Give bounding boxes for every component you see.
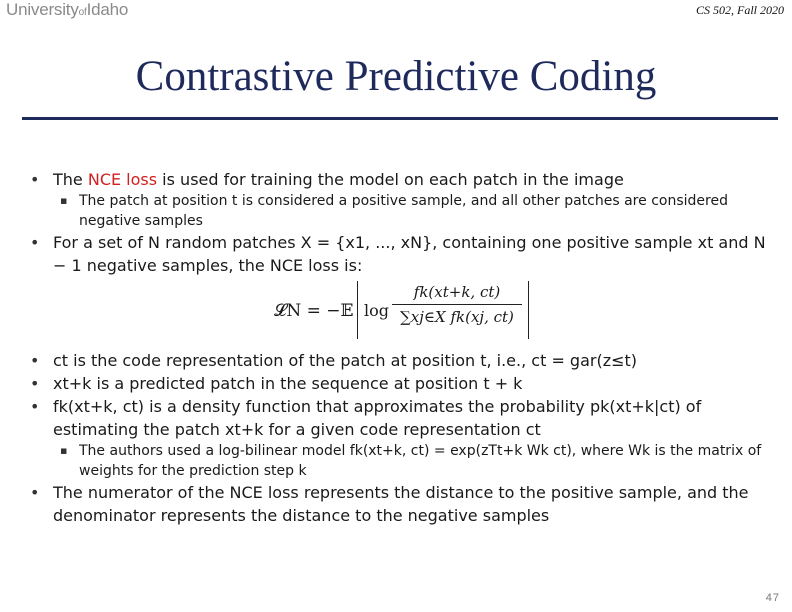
bullet-random-patches: • For a set of N random patches X = {x1, ..., xN}, containing one positive sample xt and N − 1 negative samples, the NCE loss is: — [30, 231, 770, 277]
slide-title: Contrastive Predictive Coding — [135, 53, 657, 100]
course-label: CS 502, Fall 2020 — [695, 3, 784, 17]
bullet-nce-loss: • The NCE loss is used for training the model on each patch in the image — [30, 168, 770, 191]
equation-lhs: 𝓛N = −𝔼 — [274, 301, 354, 321]
nce-loss-equation — [30, 279, 770, 345]
title-divider — [22, 117, 778, 120]
bullet-density-function: • fk(xt+k, ct) is a density function that approximates the probability pk(xt+k|ct) of estimating the patch xt+k for a given code representation ct — [30, 395, 770, 441]
equation-log: log — [364, 301, 389, 320]
page-number: 47 — [765, 592, 780, 604]
slide-content — [30, 168, 770, 527]
subbullet-log-bilinear: ▪ The authors used a log-bilinear model fk(xt+k, ct) = exp(zTt+k Wk ct), where Wk is the matrix of weights for the prediction step k — [30, 441, 770, 481]
university-logo: UniversityofIdaho — [6, 0, 129, 19]
subbullet-positive-sample: ▪ The patch at position t is considered a positive sample, and all other patches are considered negative samples — [30, 191, 770, 231]
bullet-numerator-denominator: • The numerator of the NCE loss represents the distance to the positive sample, and the denominator represents the distance to the negative samples — [30, 481, 770, 527]
equation-numerator: fk(xt+k, ct) — [413, 283, 501, 301]
equation-fraction — [392, 283, 522, 326]
fraction-bar — [392, 304, 522, 305]
nce-loss-highlight: NCE loss — [87, 170, 158, 189]
bullet-code-representation: • ct is the code representation of the patch at position t, i.e., ct = gar(z≤t) — [30, 349, 770, 372]
bullet-predicted-patch: • xt+k is a predicted patch in the sequence at position t + k — [30, 372, 770, 395]
equation-denominator: ∑xj∈X fk(xj, ct) — [400, 308, 514, 327]
